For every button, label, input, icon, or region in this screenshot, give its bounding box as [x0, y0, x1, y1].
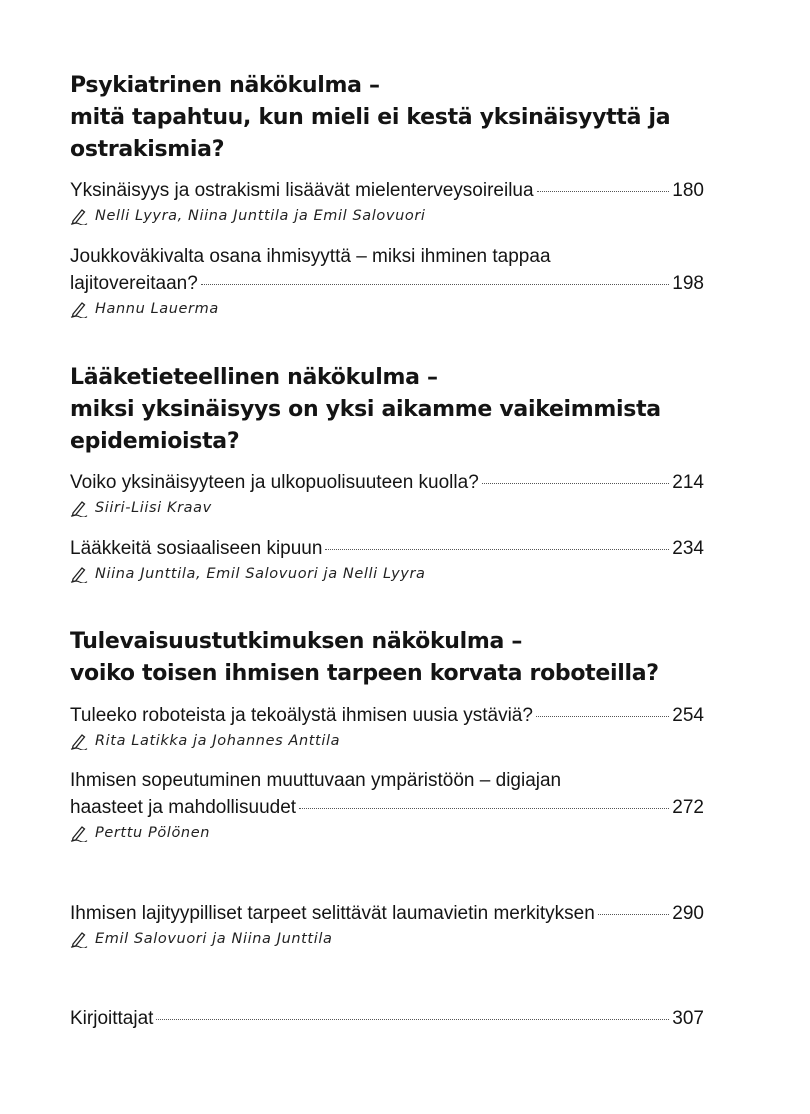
section-title	[70, 362, 704, 458]
entry-authors	[70, 497, 704, 519]
pen-writing-icon	[70, 300, 88, 318]
dot-leader	[598, 914, 669, 915]
page-number: 214	[672, 472, 704, 493]
page-number: 198	[672, 273, 704, 294]
entry-title-line: Ihmisen sopeutuminen muuttuvaan ympäristöön – digiajan	[70, 770, 562, 791]
pen-writing-icon	[70, 565, 88, 583]
toc-entry[interactable]	[70, 900, 704, 950]
entry-title: Ihmisen lajityypilliset tarpeet selittävät laumavietin merkityksen	[70, 903, 595, 924]
author-names: Siiri-Liisi Kraav	[95, 500, 212, 516]
section-title-line: miksi yksinäisyys on yksi aikamme vaikeimmista	[70, 397, 661, 422]
page-number: 234	[672, 538, 704, 559]
section-title-line: voiko toisen ihmisen tarpeen korvata roboteilla?	[70, 661, 659, 686]
author-names: Perttu Pölönen	[95, 825, 211, 841]
entry-authors	[70, 822, 704, 844]
section-title	[70, 626, 704, 690]
dot-leader	[537, 191, 670, 192]
pen-writing-icon	[70, 930, 88, 948]
toc-entry[interactable]	[70, 702, 704, 752]
entry-authors	[70, 730, 704, 752]
pen-writing-icon	[70, 824, 88, 842]
section-title-line: Tulevaisuustutkimuksen näkökulma –	[70, 629, 523, 654]
author-names: Niina Junttila, Emil Salovuori ja Nelli Lyyra	[95, 566, 426, 582]
entry-authors	[70, 563, 704, 585]
section-title-line: epidemioista?	[70, 429, 240, 454]
table-of-contents-page	[70, 0, 704, 1114]
entry-authors	[70, 205, 704, 227]
page-number: 307	[672, 1008, 704, 1029]
dot-leader	[156, 1019, 669, 1020]
toc-entry[interactable]	[70, 1005, 704, 1032]
dot-leader	[325, 549, 669, 550]
author-names: Nelli Lyyra, Niina Junttila ja Emil Salovuori	[95, 208, 426, 224]
toc-entry[interactable]	[70, 243, 704, 320]
page-number: 290	[672, 903, 704, 924]
toc-entry[interactable]	[70, 767, 704, 844]
author-names: Emil Salovuori ja Niina Junttila	[95, 931, 333, 947]
entry-title: Yksinäisyys ja ostrakismi lisäävät mielenterveysoireilua	[70, 180, 534, 201]
section-title-line: mitä tapahtuu, kun mieli ei kestä yksinäisyyttä ja	[70, 105, 671, 130]
dot-leader	[536, 716, 669, 717]
entry-title: lajitovereitaan?	[70, 273, 198, 294]
entry-title: Lääkkeitä sosiaaliseen kipuun	[70, 538, 323, 559]
dot-leader	[201, 284, 669, 285]
section-title-line: Psykiatrinen näkökulma –	[70, 73, 380, 98]
page-number: 180	[672, 180, 704, 201]
entry-title-line: Joukkoväkivalta osana ihmisyyttä – miksi ihminen tappaa	[70, 246, 551, 267]
section-title	[70, 70, 704, 166]
page-number: 272	[672, 797, 704, 818]
section-title-line: ostrakismia?	[70, 137, 225, 162]
toc-entry[interactable]	[70, 469, 704, 519]
entry-authors	[70, 298, 704, 320]
pen-writing-icon	[70, 499, 88, 517]
pen-writing-icon	[70, 732, 88, 750]
entry-title: haasteet ja mahdollisuudet	[70, 797, 297, 818]
toc-entry[interactable]	[70, 535, 704, 585]
section-title-line: Lääketieteellinen näkökulma –	[70, 365, 438, 390]
dot-leader	[482, 483, 670, 484]
entry-title: Voiko yksinäisyyteen ja ulkopuolisuuteen kuolla?	[70, 472, 479, 493]
author-names: Hannu Lauerma	[95, 301, 219, 317]
dot-leader	[299, 808, 669, 809]
entry-authors	[70, 928, 704, 950]
page-number: 254	[672, 705, 704, 726]
pen-writing-icon	[70, 207, 88, 225]
toc-entry[interactable]	[70, 177, 704, 227]
entry-title: Kirjoittajat	[70, 1008, 154, 1029]
author-names: Rita Latikka ja Johannes Anttila	[95, 733, 341, 749]
entry-title: Tuleeko roboteista ja tekoälystä ihmisen uusia ystäviä?	[70, 705, 533, 726]
